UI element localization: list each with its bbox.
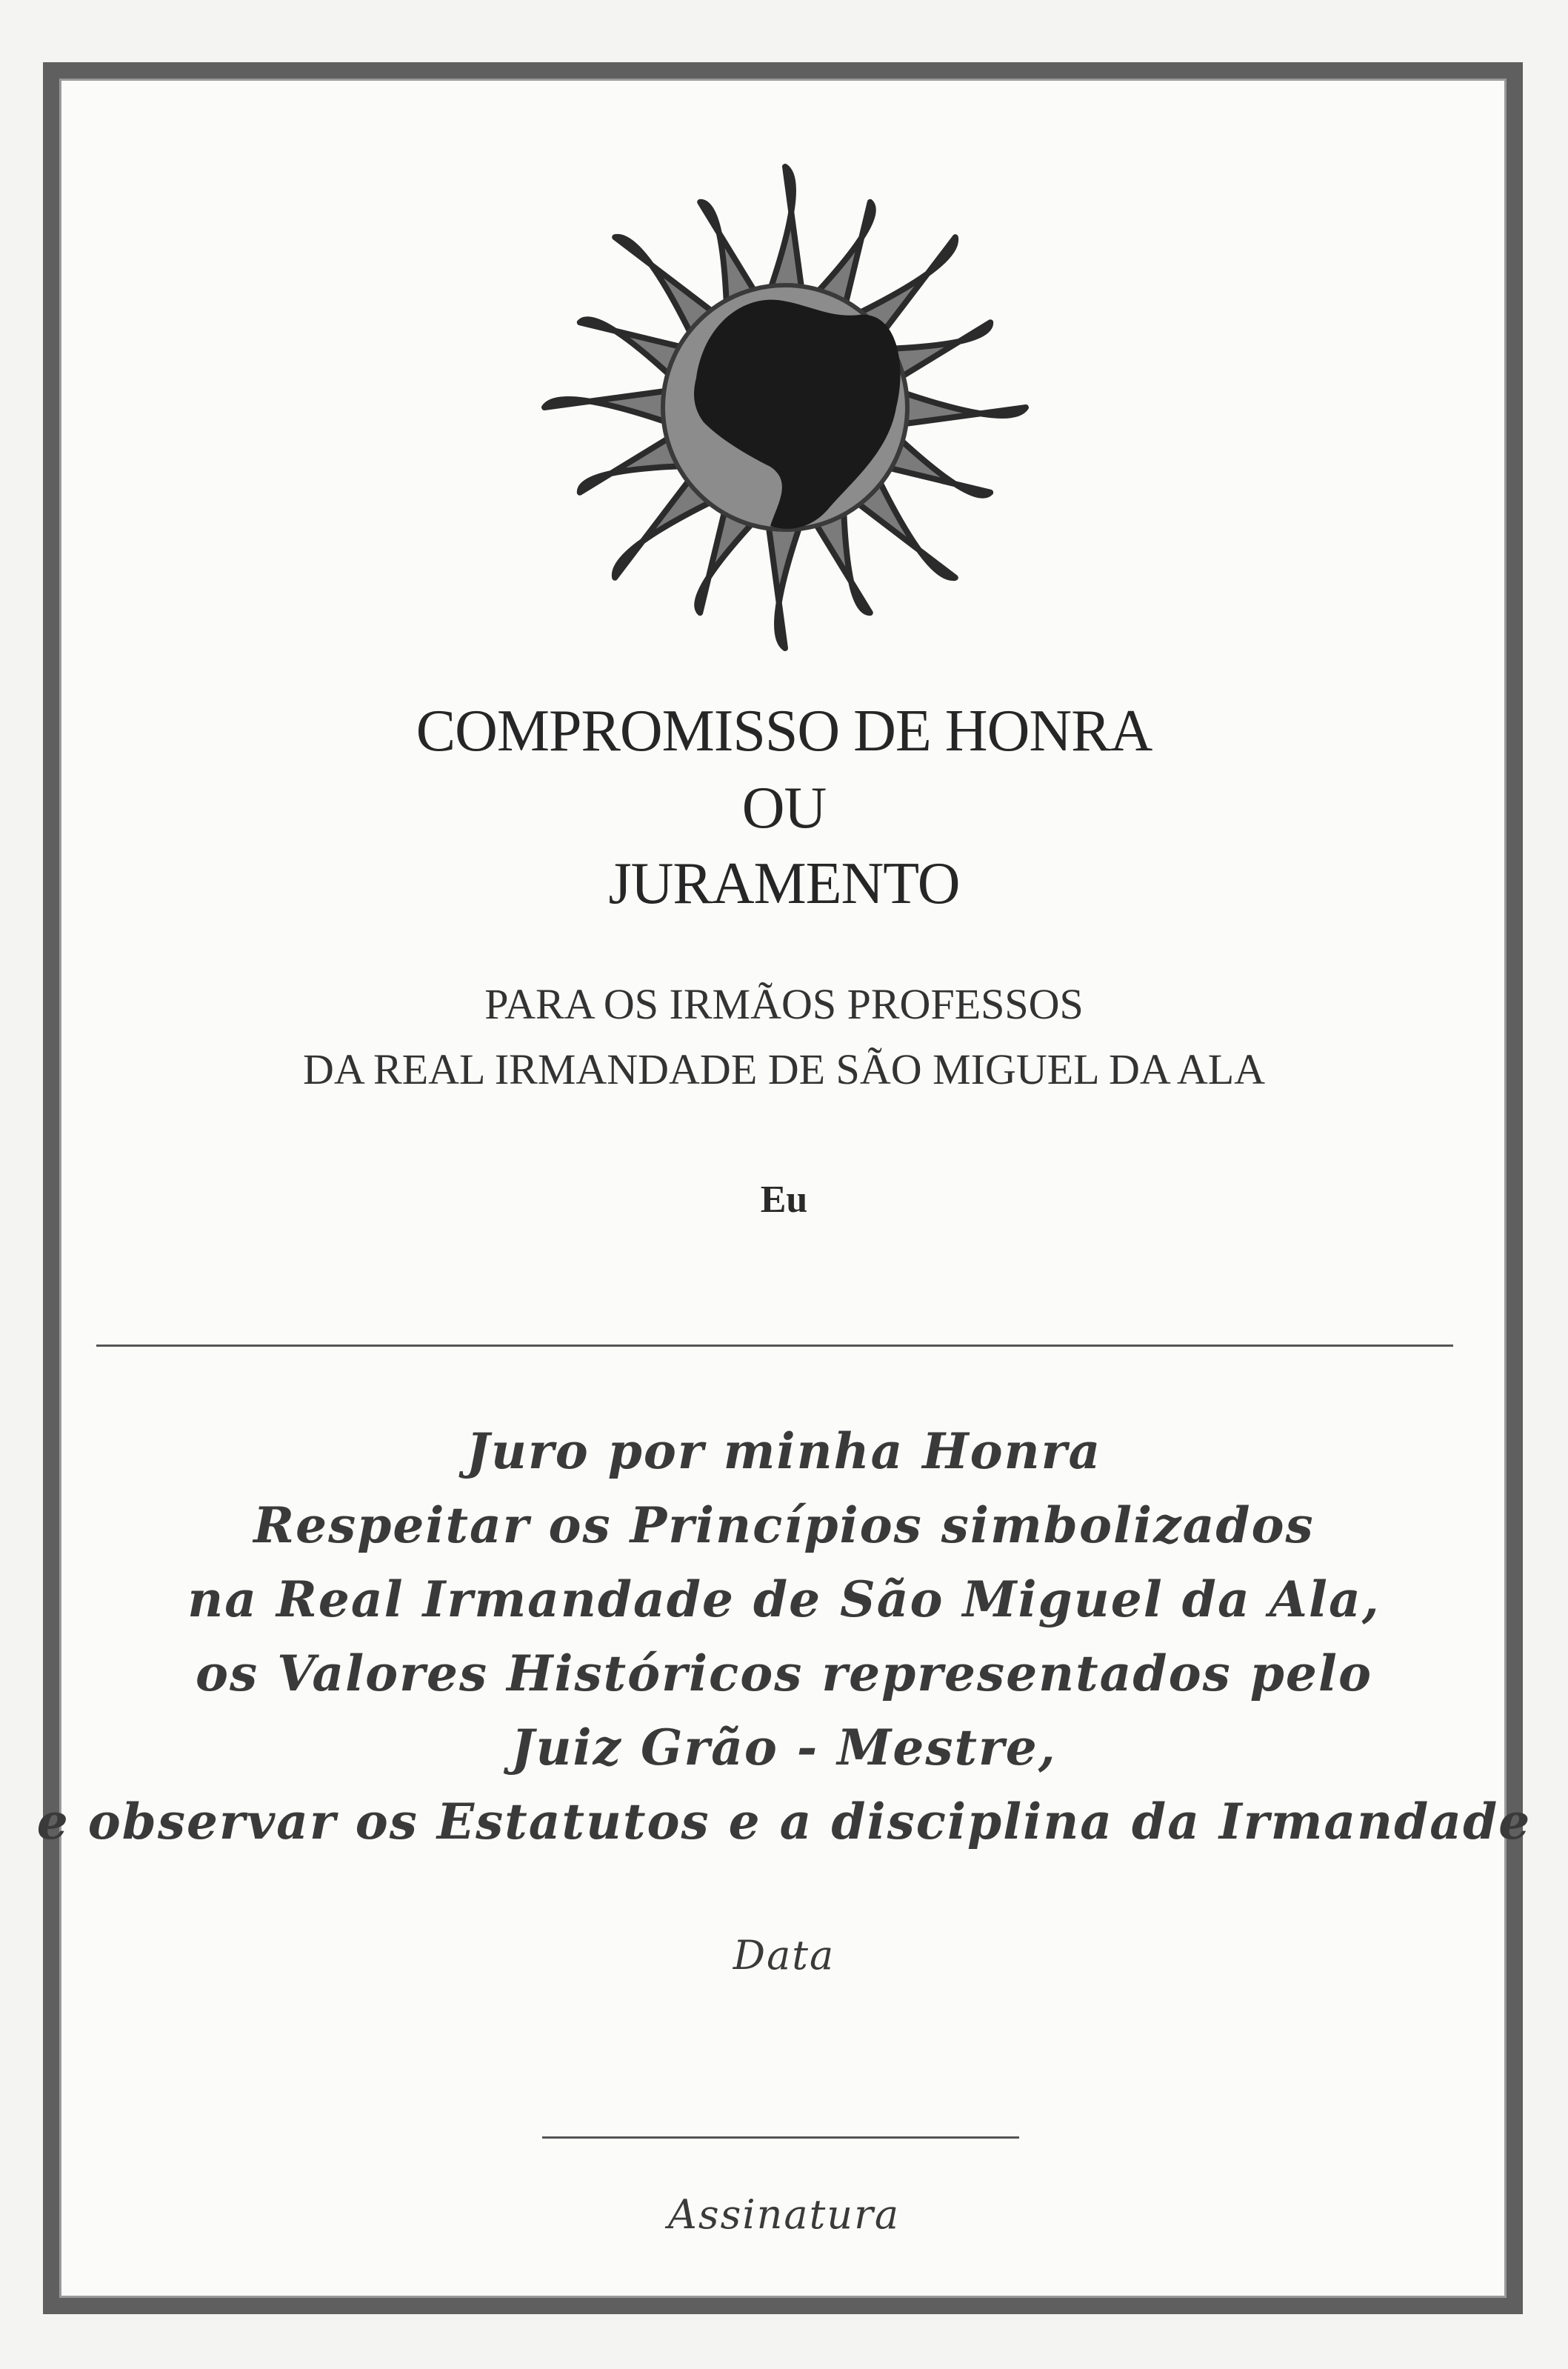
signature-label: Assinatura <box>667 2191 901 2238</box>
signature-line <box>542 2136 1019 2139</box>
sun-ray <box>895 390 1026 425</box>
name-line <box>96 1345 1453 1347</box>
title-line-2: OU <box>741 776 827 841</box>
oath-line-5: Juiz Grão - Mestre, <box>511 1719 1057 1776</box>
title-line-1: COMPROMISSO DE HONRA <box>416 699 1152 764</box>
eu-label: Eu <box>760 1179 808 1221</box>
sun-ray <box>544 390 675 425</box>
sun-ray <box>767 517 803 648</box>
oath-line-1: Juro por minha Honra <box>466 1422 1102 1480</box>
subtitle-line-1: PARA OS IRMÃOS PROFESSOS <box>484 980 1084 1028</box>
oath-line-4: os Valores Históricos representados pelo <box>196 1645 1372 1702</box>
sun-ray <box>767 167 803 298</box>
subtitle-line-2: DA REAL IRMANDADE DE SÃO MIGUEL DA ALA <box>302 1045 1266 1093</box>
title-line-3: JURAMENTO <box>608 851 960 916</box>
sun-emblem-icon <box>541 156 1030 659</box>
oath-line-2: Respeitar os Princípios simbolizados <box>253 1496 1315 1554</box>
date-label: Data <box>733 1932 835 1979</box>
oath-line-6: e observar os Estatutos e a disciplina da Irmandade <box>36 1793 1532 1850</box>
oath-line-3: na Real Irmandade de São Miguel da Ala, <box>187 1570 1381 1628</box>
